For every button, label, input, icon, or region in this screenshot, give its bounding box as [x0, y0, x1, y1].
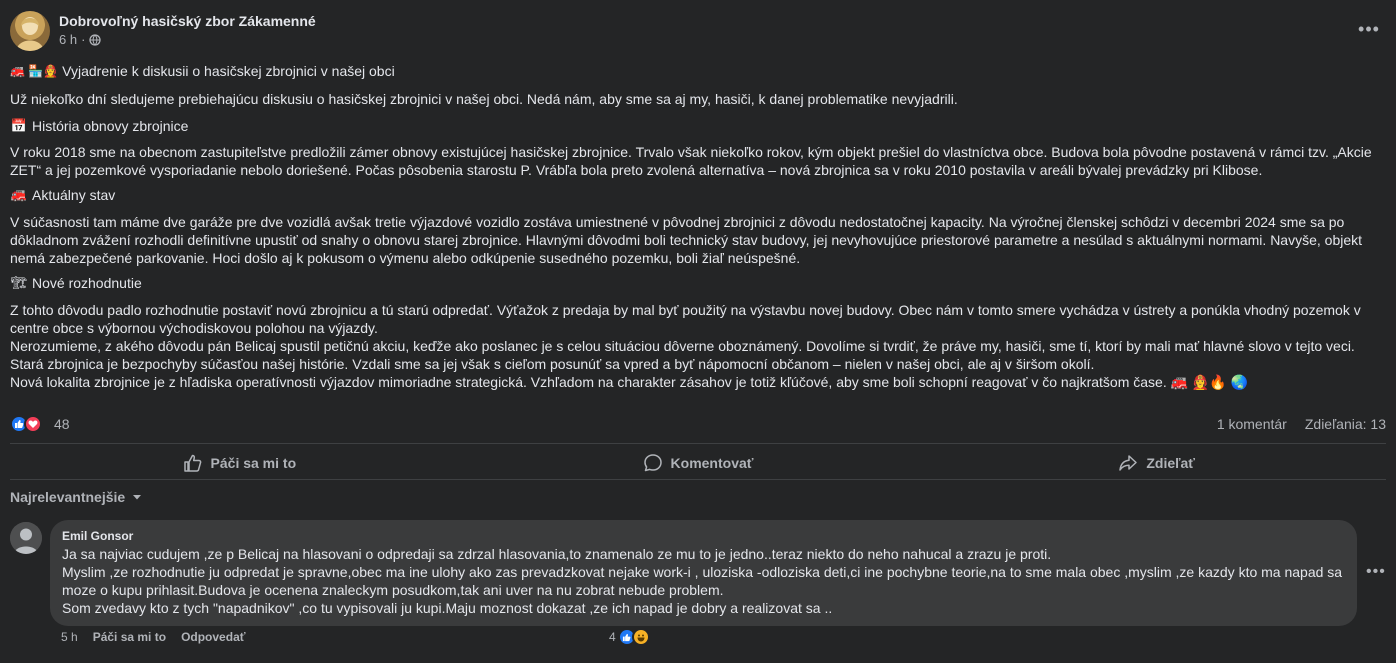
- section-title: História obnovy zbrojnice: [32, 118, 189, 134]
- calendar-icon: 📅: [10, 118, 28, 133]
- section-title: Nové rozhodnutie: [32, 275, 142, 291]
- shares-count-link[interactable]: Zdieľania: 13: [1304, 416, 1386, 432]
- comment-button[interactable]: [469, 448, 928, 478]
- post-more-options-button[interactable]: •••: [1358, 19, 1380, 39]
- comment-label: Komentovať: [670, 455, 754, 471]
- commenter-avatar[interactable]: [10, 522, 42, 554]
- comment-reactions[interactable]: [609, 628, 650, 646]
- post-header: [10, 11, 1386, 51]
- post-actions: [10, 448, 1386, 478]
- section-paragraph: Nová lokalita zbrojnice je z hľadiska operatívnosti výjazdov mimoriadne strategická. Vzhľadom na charakter zásahov je totiž kľúčové, aby sme boli schopní reagovať v čo najkratšom čase. 🚒 👩‍🚒🔥 🌏: [10, 374, 1249, 390]
- section-paragraph: Z tohto dôvodu padlo rozhodnutie postaviť novú zbrojnicu a tú starú odpredať. Výťažok z predaja by mal byť použitý na výstavbu novej budovy. Obec nám v tomto smere vychádza v ústrety a ponúkla vhodný pozemok v centre obce s výbornou východiskovou polohou na výjazdy.: [10, 302, 1361, 336]
- comment-actions: [61, 630, 246, 644]
- like-button[interactable]: [10, 448, 469, 478]
- post-time[interactable]: 6 h: [59, 32, 78, 47]
- intro-paragraph: Už niekoľko dní sledujeme prebiehajúcu diskusiu o hasičskej zbrojnici v našej obci. Nedá nám, aby sme sa aj my, hasiči, k danej problematike nevyjadrili.: [10, 91, 958, 107]
- comment-line: Som zvedavy kto z tych "napadnikov" ,co tu vypisovali ju kupi.Maju moznost dokazat ,ze ich napad je dobry a realizovat sa ..: [62, 600, 833, 616]
- thumbs-up-icon: [183, 453, 203, 473]
- section-paragraph: Nerozumieme, z akého dôvodu pán Belicaj spustil petičnú akciu, keďže ako poslanec je s celou situáciou dôverne oboznámený. Dovolíme si tvrdiť, že práve my, hasiči, sme tí, ktorí by mali mať hlavné slovo v tejto veci.: [10, 338, 1355, 354]
- love-reaction-icon: [24, 415, 42, 433]
- section-paragraph: Stará zbrojnica je bezpochyby súčasťou našej histórie. Vzdali sme sa jej však s cieľom posunúť sa vpred a byť nápomocní občanom – nielen v našej obci, ale aj v širšom okolí.: [10, 356, 1095, 372]
- comment-line: Ja sa najviac cudujem ,ze p Belicaj na hlasovani o odpredaji sa zdrzal hlasovania,to znamenalo ze mu to je jedno..teraz niekto do neho nahucal a zrazu je proti.: [62, 546, 1052, 562]
- section-heading-current: [10, 184, 1386, 206]
- comment-reaction-count: 4: [609, 630, 616, 644]
- chevron-down-icon: [131, 491, 143, 503]
- haha-reaction-icon: [632, 628, 650, 646]
- reactions-summary: [10, 414, 1386, 434]
- divider: [10, 443, 1386, 444]
- page-name[interactable]: Dobrovoľný hasičský zbor Zákamenné: [59, 13, 316, 29]
- share-label: Zdieľať: [1146, 455, 1196, 471]
- comments-count-link[interactable]: 1 komentár: [1216, 416, 1287, 432]
- section-paragraph: V roku 2018 sme na obecnom zastupiteľstve predložili zámer obnovy existujúcej hasičskej zbrojnice. Trvalo však niekoľko rokov, kým objekt prešiel do vlastníctva obce. Budova bola pôvodne postavená v rámci tzv. „Akcie ZET“ a jej pozemkové vysporiadanie nebolo doriešené. Počas pôsobenia starostu P. Vrábľa bola preto zvolená alternatíva – nová zbrojnica sa v roku 2010 postavila v areáli bývalej prevádzky pri Klibose.: [10, 144, 1372, 178]
- reaction-count[interactable]: 48: [54, 416, 70, 432]
- comment-icon: [643, 453, 663, 473]
- share-button[interactable]: [927, 448, 1386, 478]
- post-stats: [1217, 416, 1386, 432]
- reaction-icons[interactable]: [10, 415, 42, 433]
- like-label: Páči sa mi to: [210, 455, 297, 471]
- post-content: [10, 60, 1386, 391]
- intro-heading: [10, 60, 1386, 82]
- comment-bubble: [50, 520, 1357, 626]
- construction-icon: 🏗: [10, 275, 28, 290]
- intro-title: Vyjadrenie k diskusii o hasičskej zbrojnici v našej obci: [62, 63, 395, 79]
- section-heading-decision: [10, 272, 1386, 294]
- share-icon: [1118, 453, 1138, 473]
- comment-sort-dropdown[interactable]: [10, 489, 143, 505]
- intro-emojis: 🚒 🏪👩‍🚒: [10, 64, 59, 78]
- comment-line: Myslim ,ze rozhodnutie ju odpredat je spravne,obec ma ine ulohy ako zas prevadzkovat nejake work-i , uloziska -odloziska deti,ci ine pochybne teorie,na to sme mala obec ,myslim ,ze kazdy kto ma napad sa moze o kupu prihlasit.Budova je ocenena znaleckym posudkom,tak ani uver na nu zobrat nebude problem.: [62, 564, 1343, 598]
- globe-icon: [89, 34, 101, 46]
- page-avatar[interactable]: [10, 11, 50, 51]
- section-heading-history: [10, 115, 1386, 137]
- comment-reply-button[interactable]: Odpovedať: [181, 630, 246, 644]
- section-title: Aktuálny stav: [32, 187, 116, 203]
- comment-like-button[interactable]: Páči sa mi to: [92, 630, 167, 644]
- comment-more-options-button[interactable]: •••: [1366, 563, 1386, 580]
- divider: [10, 479, 1386, 480]
- comment-author[interactable]: Emil Gonsor: [62, 529, 134, 543]
- fire-truck-icon: 🚒: [10, 187, 28, 202]
- comment-time[interactable]: 5 h: [61, 630, 78, 644]
- sort-label: Najrelevantnejšie: [10, 489, 126, 505]
- post-meta: 6 h ·: [59, 32, 101, 47]
- section-paragraph: V súčasnosti tam máme dve garáže pre dve vozidlá avšak tretie výjazdové vozidlo zostáva umiestnené v pôvodnej zbrojnici z dôvodu nedostatočnej kapacity. Na výročnej členskej schôdzi v decembri 2024 sme sa po dôkladnom zvážení rozhodli definitívne upustiť od snahy o obnovu starej zbrojnice. Hlavnými dôvodmi boli technický stav budovy, jej nevyhovujúce priestorové parametre a nesúlad s aktuálnymi normami. Navyše, objekt nemá zabezpečené parkovanie. Hoci došlo aj k pokusom o výmenu alebo odkúpenie susedného pozemku, boli žiaľ neúspešné.: [10, 214, 1363, 266]
